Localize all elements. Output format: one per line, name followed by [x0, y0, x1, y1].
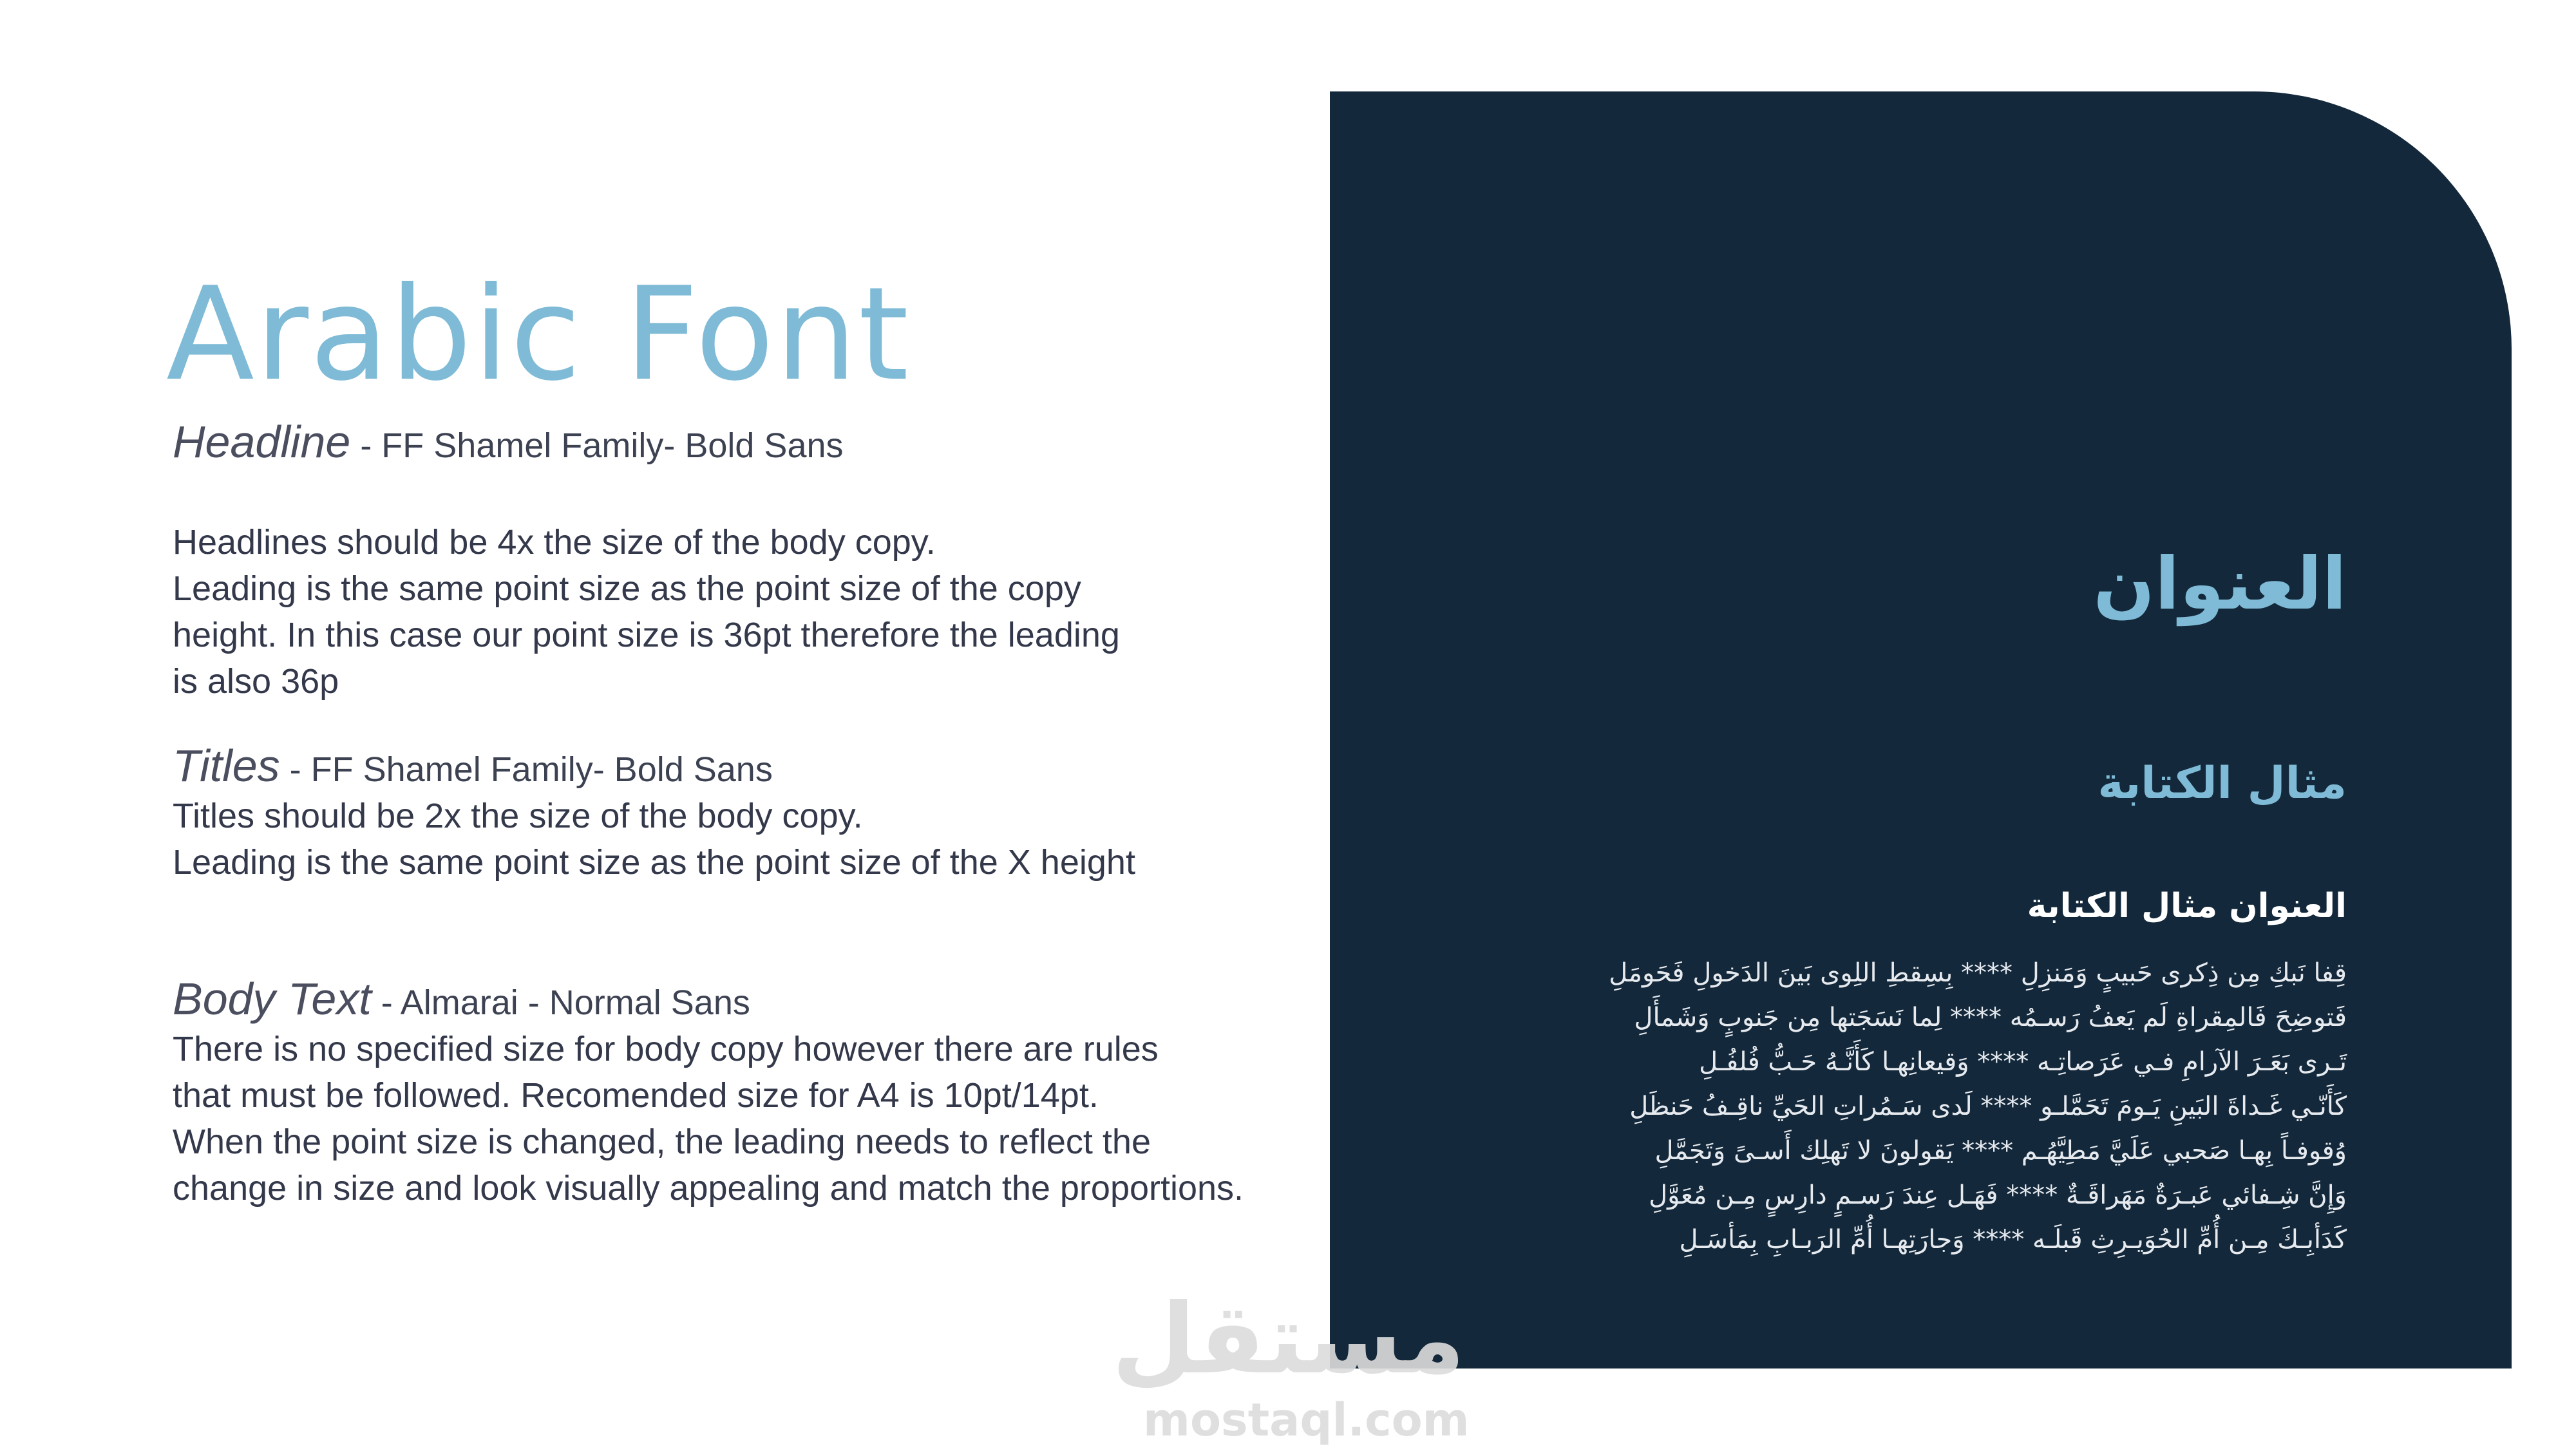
arabic-headline: العنوان	[2093, 542, 2347, 626]
titles-font-name: - FF Shamel Family- Bold Sans	[279, 750, 773, 789]
poem-line: فَتوضِحَ فَالمِقراةِ لَم يَعفُ رَسـمُه **** لِما نَسَجَتها مِن جَنوبٍ وَشَمأَلِ	[1634, 1003, 2347, 1032]
watermark-logo: مستقل	[1112, 1283, 1465, 1396]
body-text-line: that must be followed. Recomended size for A4 is 10pt/14pt.	[173, 1076, 1099, 1115]
headline-font-name: - FF Shamel Family- Bold Sans	[350, 426, 844, 465]
titles-line: Titles should be 2x the size of the body copy.	[173, 797, 863, 835]
poem-line: كَدَأبِـكَ مِـن أُمِّ الحُوَيـرِثِ قَبلَـه **** وَجارَتِهـا أُمِّ الرَبـابِ بِمَأسَـلِ	[1679, 1225, 2347, 1255]
headline-line: height. In this case our point size is 36pt therefore the leading	[173, 616, 1120, 654]
page-title: Arabic Font	[166, 260, 911, 410]
body-text-heading	[173, 976, 1306, 1026]
titles-line: Leading is the same point size as the point size of the X height	[173, 843, 1135, 882]
poem-line: وَإِنَّ شِـفائي عَبـرَةٌ مَهَراقَـةٌ **** فَهَـل عِندَ رَسـمٍ دارِسٍ مِـن مُعَوَّلِ	[1649, 1180, 2347, 1210]
arabic-poem	[1490, 951, 2347, 1262]
headline-line: is also 36p	[173, 662, 339, 701]
body-text-description	[173, 1026, 1306, 1211]
arabic-title: مثال الكتابة	[2098, 758, 2347, 809]
headline-line: Leading is the same point size as the point size of the copy	[173, 569, 1081, 608]
poem-line: كَأَنّـي غَـداةَ البَينِ يَـومَ تَحَمَّلـو **** لَدى سَـمُراتِ الحَيِّ ناقِـفُ حَنظَلِ	[1629, 1092, 2347, 1121]
watermark-text: mostaql.com	[1143, 1394, 1470, 1446]
headline-label: Headline	[173, 417, 351, 467]
poem-line: تَـرى بَعَـرَ الآرامِ فـي عَرَصاتِـه **** وَقيعانِهـا كَأَنَّـهُ حَـبُّ فُلفُـلِ	[1699, 1047, 2347, 1077]
headline-heading	[173, 419, 1306, 469]
arabic-sample-panel	[1330, 91, 2512, 1368]
headline-description	[173, 519, 1306, 705]
body-text-font-name: - Almarai - Normal Sans	[371, 983, 750, 1022]
titles-label: Titles	[173, 741, 280, 791]
titles-heading	[173, 743, 1306, 793]
body-text-label: Body Text	[173, 974, 372, 1024]
titles-description	[173, 793, 1306, 886]
body-text-section	[173, 976, 1306, 1211]
poem-line: قِفا نَبكِ مِن ذِكرى حَبيبٍ وَمَنزِلِ **** بِسِقطِ اللِوى بَينَ الدَخولِ فَحَومَلِ	[1609, 958, 2347, 988]
body-text-line: There is no specified size for body copy however there are rules	[173, 1030, 1159, 1068]
headline-line: Headlines should be 4x the size of the body copy.	[173, 523, 936, 562]
poem-line: وُقوفـاً بِهـا صَحبي عَلَيَّ مَطِيَّهُـم **** يَقولونَ لا تَهلِك أَسـىً وَتَجَمَّلِ	[1654, 1136, 2347, 1166]
headline-section	[173, 419, 1306, 705]
body-text-line: When the point size is changed, the leading needs to reflect the	[173, 1122, 1151, 1161]
body-text-line: change in size and look visually appealing and match the proportions.	[173, 1169, 1244, 1208]
mostaql-watermark	[1112, 1283, 1470, 1446]
arabic-subtitle: العنوان مثال الكتابة	[2027, 887, 2347, 925]
titles-section	[173, 743, 1306, 886]
